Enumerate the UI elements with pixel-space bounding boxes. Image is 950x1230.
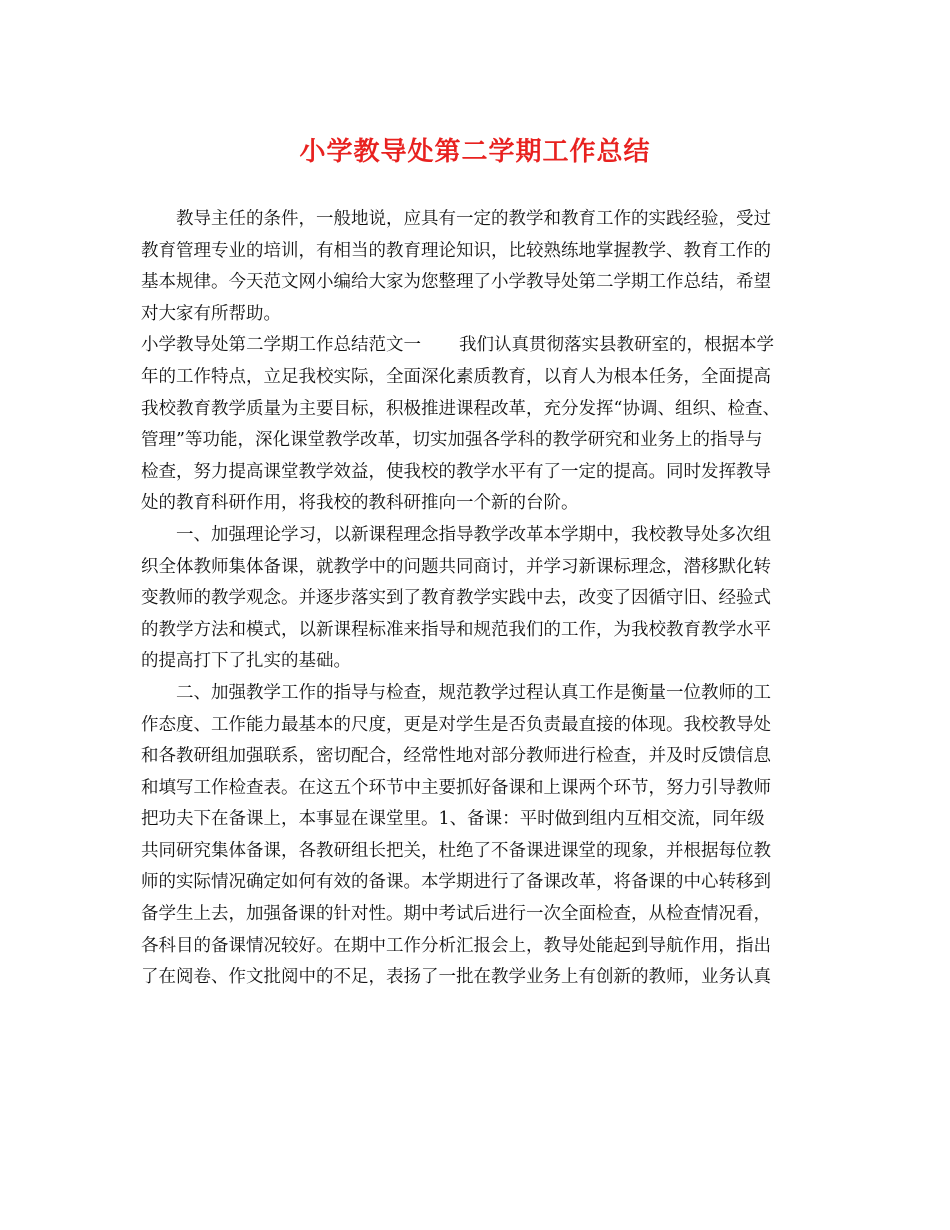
document-title: 小学教导处第二学期工作总结 xyxy=(299,137,651,167)
section-line: 处的教育科研作用，将我校的教科研推向一个新的台阶。 xyxy=(141,493,579,514)
section-line: 检查，努力提高课堂教学效益，使我校的教学水平有了一定的提高。同时发挥教导 xyxy=(141,461,771,482)
intro-line: 教导主任的条件，一般地说，应具有一定的教学和教育工作的实践经验，受过 xyxy=(176,209,771,229)
part-two-line: 把功夫下在备课上，本事显在课堂里。1、备课：平时做到组内互相交流，同年级 xyxy=(141,809,765,830)
part-two-line: 和各教研组加强联系，密切配合，经常性地对部分教师进行检查，并及时反馈信息 xyxy=(141,746,771,767)
part-two-line: 备学生上去，加强备课的针对性。期中考试后进行一次全面检查，从检查情况看， xyxy=(141,904,771,925)
part-one-line: 的教学方法和模式，以新课程标准来指导和规范我们的工作，为我校教育教学水平 xyxy=(141,619,771,640)
part-two-line: 作态度、工作能力最基本的尺度，更是对学生是否负责最直接的体现。我校教导处 xyxy=(141,714,771,735)
document-body xyxy=(141,204,813,994)
intro-line: 教育管理专业的培训，有相当的教育理论知识，比较熟练地掌握教学、教育工作的 xyxy=(141,240,771,261)
part-one-line: 的提高打下了扎实的基础。 xyxy=(141,651,351,672)
section-line: 年的工作特点，立足我校实际，全面深化素质教育，以育人为根本任务，全面提高 xyxy=(141,366,771,387)
part-one-line: 变教师的教学观念。并逐步落实到了教育教学实践中去，改变了因循守旧、经验式 xyxy=(141,588,771,609)
section-line: 我校教育教学质量为主要目标，积极推进课程改革，充分发挥“协调、组织、检查、 xyxy=(141,398,780,419)
intro-line: 基本规律。今天范文网小编给大家为您整理了小学教导处第二学期工作总结，希望 xyxy=(141,272,771,293)
part-two-line: 二、加强教学工作的指导与检查，规范教学过程认真工作是衡量一位教师的工 xyxy=(176,682,771,703)
part-two-line: 了在阅卷、作文批阅中的不足，表扬了一批在教学业务上有创新的教师，业务认真 xyxy=(141,967,771,988)
intro-line: 对大家有所帮助。 xyxy=(141,303,281,324)
section-heading: 小学教导处第二学期工作总结范文一 xyxy=(141,335,421,356)
section-heading-line xyxy=(141,330,813,362)
part-two-line: 各科目的备课情况较好。在期中工作分析汇报会上，教导处能起到导航作用，指出 xyxy=(141,935,771,956)
section-line: 管理”等功能，深化课堂教学改革，切实加强各学科的教学研究和业务上的指导与 xyxy=(141,430,763,451)
part-one-line: 织全体教师集体备课，就教学中的问题共同商讨，并学习新课标理念，潜移默化转 xyxy=(141,556,771,577)
part-two-line: 共同研究集体备课，各教研组长把关，杜绝了不备课进课堂的现象，并根据每位教 xyxy=(141,840,771,861)
section-first-line: 我们认真贯彻落实县教研室的，根据本学 xyxy=(459,335,774,356)
part-one-line: 一、加强理论学习，以新课程理念指导教学改革本学期中，我校教导处多次组 xyxy=(176,524,771,545)
part-two-line: 师的实际情况确定如何有效的备课。本学期进行了备课改革，将备课的中心转移到 xyxy=(141,872,771,893)
part-two-line: 和填写工作检查表。在这五个环节中主要抓好备课和上课两个环节，努力引导教师 xyxy=(141,777,771,798)
